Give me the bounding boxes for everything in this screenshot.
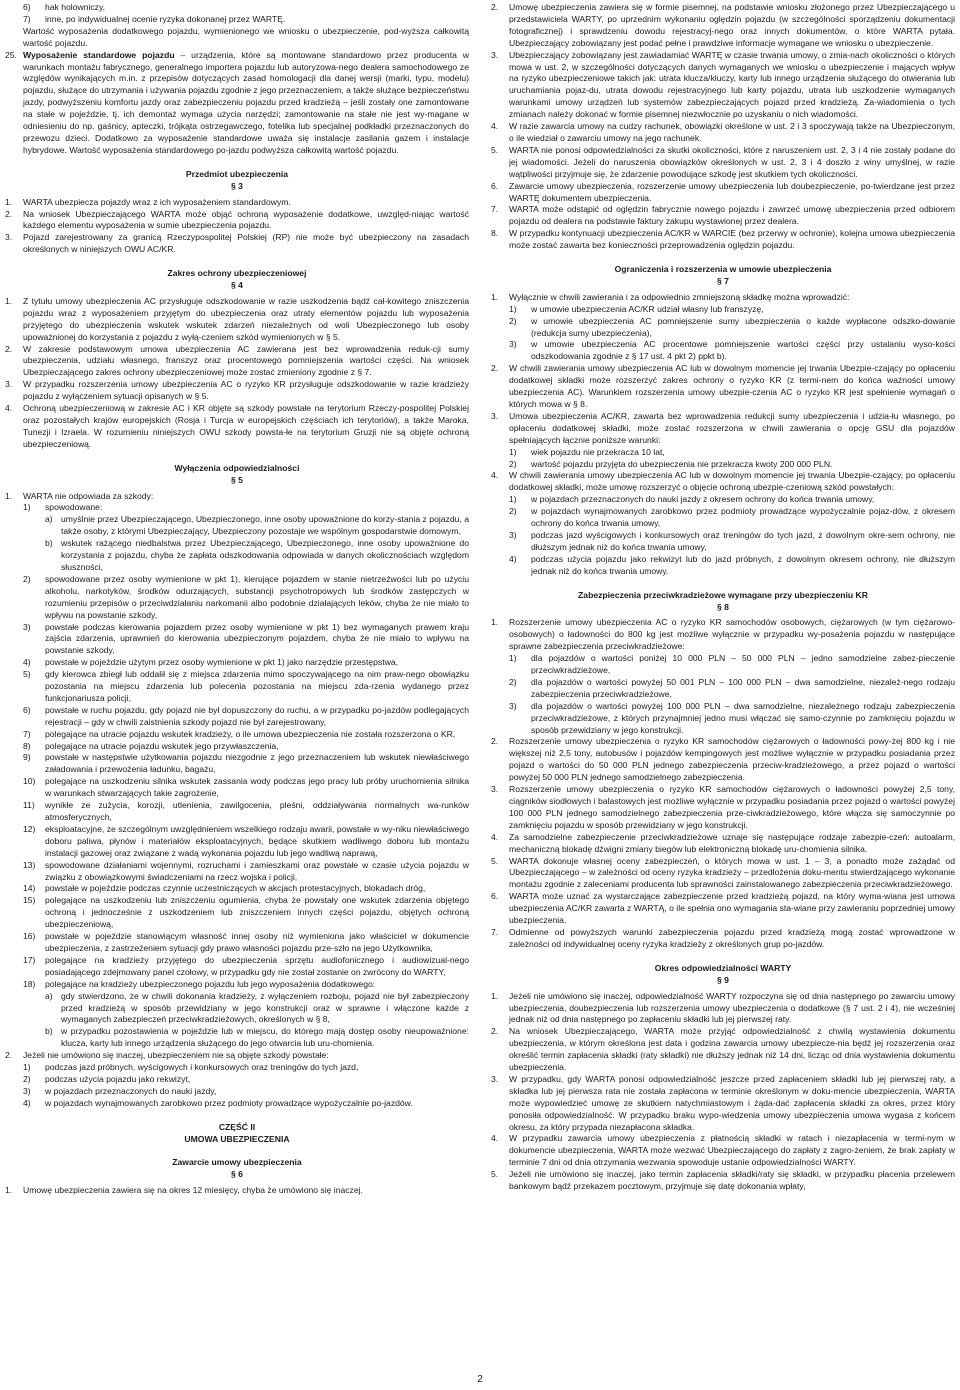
list-item: 7. WARTA może odstąpić od oględzin fabrycznie nowego pojazdu i zawrzeć umowę ubezpieczenia przed odbiorem pojazdu od dealera na podstawie faktury zakupu wystawionej przez dealera.	[491, 204, 955, 227]
list-item: 3. Rozszerzenie umowy ubezpieczenia o ryzyko KR samochodów ciężarowych o ładowności powyżej 2,5 tony, ciągników siodłowych i balastowych jest możliwe wyłącznie w przypadku posiadania przez pojazd o wartości powyżej 100 000 PLN jednego samodzielnego zabezpieczenia prze-ciwkradzieżowego, które włącza się samoczynnie po zamknięciu pojazdu w sposób przewidziany w jego konstrukcji.	[491, 784, 955, 830]
section-title: Okres odpowiedzialności WARTY	[654, 962, 792, 973]
list-item: 1. Wyłącznie w chwili zawierania i za odpowiednio zmniejszoną składkę można wprowadzić:	[491, 291, 850, 302]
list-item: 5. WARTA dokonuje własnej oceny zabezpieczeń, o których mowa w ust. 1 – 3, a ponadto może zażądać od Ubezpieczającego – w zależności od oceny ryzyka kradzieży – przedłożenia doku-mentu stwierdzającego wykonanie montażu zgodnie z zaleceniami producenta lub sprawności zainstalowanego zabezpieczenia przeciwkradzieżowego.	[491, 855, 955, 890]
list-item: 3. W przypadku rozszerzenia umowy ubezpieczenia AC o ryzyko KR przysługuje odszkodowanie w razie kradzieży pojazdu z wyłączeniem sytuacji opisanych w § 5.	[5, 379, 469, 402]
list-item: 2) dla pojazdów o wartości powyżej 50 001 PLN – 100 000 PLN – dwa samodzielne, niezależ-nego rodzaju zabezpieczenia przeciwkradzieżowe,	[509, 676, 955, 699]
list-item: 1. WARTA nie odpowiada za szkody:	[5, 490, 154, 501]
section-number: § 5	[231, 474, 243, 485]
list-item: 7. Odmienne od powyższych warunki zabezpieczenia pojazdu przed kradzieżą mogą zostać wprowadzone w zależności od indywidualnej oceny ryzyka kradzieży z określonych grup po-jazdów.	[491, 926, 955, 949]
list-item: 1) w pojazdach przeznaczonych do nauki jazdy z okresem ochrony do końca trwania umowy,	[509, 494, 875, 505]
list-item: 1) dla pojazdów o wartości poniżej 10 000 PLN – 50 000 PLN – jedno samodzielne zabez-pieczenie przeciwkradzieżowe,	[509, 653, 955, 676]
section-title: Zakres ochrony ubezpieczeniowej	[167, 268, 307, 279]
section-title: Przedmiot ubezpieczenia	[185, 168, 289, 179]
list-item: 1) w umowie ubezpieczenia AC/KR udział własny lub franszyzę,	[509, 303, 764, 314]
list-item: 2. Umowę ubezpieczenia zawiera się w formie pisemnej, na podstawie wniosku złożonego przez Ubezpieczającego u przedstawiciela WARTY, po uprzednim wykonaniu oględzin pojazdu (w szczególności sporządzeniu dokumentacji fotograficznej) i sprawdzeniu dowodu rejestracyj-nego oraz innych dokumentów, o które WARTA pytała. Ubezpieczający zobowiązany jest podać pełne i prawdziwe informacje wymagane we wniosku o ubezpieczenie.	[491, 2, 955, 48]
list-item: 2. W zakresie podstawowym umowa ubezpieczenia AC zawierana jest bez wprowadzenia reduk-cji sumy ubezpieczenia, udziału własnego, franszyz oraz procentowego pomniejszenia wartości części. Na wniosek Ubezpieczającego zakres ochrony ubezpieczeniowej może zostać zmieniony zgodnie z § 7.	[5, 343, 469, 378]
section-number: § 3	[231, 180, 243, 191]
list-item: 2) spowodowane przez osoby wymienione w pkt 1), kierujące pojazdem w stanie nietrzeźwości lub po użyciu alkoholu, narkotyków, środków odurzających, substancji psychotropowych lub środków zastępczych w rozumieniu przepisów o przeciwdziałaniu narkomanii albo podobnie działających leków, chyba że nie miało to wpływu na powstanie szkody,	[23, 573, 469, 620]
list-item: 6) powstałe w ruchu pojazdu, gdy pojazd nie był dopuszczony do ruchu, a w przypadku po-jazdów podlegających rejestracji – gdy w chwili zaistnienia szkody pojazd nie był zarejestrowany,	[23, 704, 469, 727]
list-item: 5) gdy kierowca zbiegł lub oddalił się z miejsca zdarzenia mimo spoczywającego na nim praw-nego obowiązku pozostania na miejscu zdarzenia lub polecenia pozostania na miejscu zda-rzenia wydanego przez funkcjonariusza policji,	[23, 669, 469, 703]
list-item: 1) podczas jazd próbnych, wyścigowych i konkursowych oraz treningów do tych jazd,	[23, 1062, 359, 1073]
list-item: 3) powstałe podczas kierowania pojazdem przez osoby wymienione w pkt 1) bez wymaganych prawem kraju zajścia zdarzenia, uprawnień do kierowania ubezpieczonym pojazdem, chyba że nie miało to wpływu na powstanie szkody,	[23, 621, 469, 656]
left-column	[5, 2, 469, 1197]
list-item: 4. W chwili zawierania umowy ubezpieczenia AC lub w dowolnym momencie jej trwania Ubezpie-czający, po opłaceniu dodatkowej składki, może umowę rozszerzyć o objęcie ochroną ubezpie-czeniową szkód powstałych:	[491, 470, 955, 493]
list-item: 7) inne, po indywidualnej ocenie ryzyka dokonanej przez WARTĘ.	[23, 13, 286, 24]
chapter-title: CZĘŚĆ II	[218, 1121, 256, 1132]
list-item: 15) polegające na uszkodzeniu lub zniszczeniu ogumienia, chyba że powstały one wskutek zdarzenia objętego ochroną i jednocześnie z uszkodzeniem lub zniszczeniem innych części pojazdu, objętych ochroną ubezpieczeniową,	[23, 895, 469, 930]
list-item: Wartość wyposażenia dodatkowego pojazdu, wymienionego we wniosku o ubezpieczenie, pod-wyższa całkowitą wartość pojazdu.	[23, 25, 469, 48]
section-number: § 6	[231, 1169, 243, 1180]
list-item: 5. Jeżeli nie umówiono się inaczej, jako termin zapłacenia składki/raty się składki, w przypadku płacenia przelewem bankowym bądź przekazem pocztowym, przyjmuje się datę dokonania wpłaty,	[491, 1169, 955, 1192]
list-item: 3) dla pojazdów o wartości powyżej 100 000 PLN – dwa samodzielne, niezależnego rodzaju zabezpieczenia przeciwkradzieżowe, z których przynajmniej jedno musi włączać się samo-czynnie po zamknięciu pojazdu w sposób przewidziany w jego konstrukcji.	[509, 700, 955, 735]
list-item: 1. Rozszerzenie umowy ubezpieczenia AC o ryzyko KR samochodów osobowych, ciężarowych (w tym ciężarowo-osobowych) o ładowności do 800 kg jest możliwe wyłącznie w przypadku wy-posażenia pojazdu w następujące sprawne zabezpieczenia przeciwkradzieżowe:	[491, 617, 955, 652]
list-item: 1) wiek pojazdu nie przekracza 10 lat,	[509, 446, 665, 457]
list-item: 4. W razie zawarcia umowy na cudzy rachunek, obowiązki określone w ust. 2 i 3 spoczywają także na Ubezpieczonym, o ile wiedział o zawarciu umowy na jego rachunek.	[491, 121, 955, 143]
list-item: 6. WARTA może uznać za wystarczające zabezpieczenie przed kradzieżą pojazd, na który wyma-wiana jest umowa ubezpieczenia AC/KR zawarta z WARTĄ, o ile spełnia ono wymagania sta-wiane przy zawieraniu poprzedniej umowy ubezpieczenia.	[491, 891, 955, 926]
section-number: § 9	[717, 974, 729, 985]
list-item: 6) hak holowniczy,	[23, 2, 106, 12]
list-item: 14) powstałe w pojeździe podczas czynnie uczestniczących w akcjach protestacyjnych, blokadach dróg,	[23, 883, 426, 894]
section-number: § 8	[717, 601, 729, 612]
list-item: 1. WARTA ubezpiecza pojazdy wraz z ich wyposażeniem standardowym.	[5, 196, 291, 207]
list-item: 16) powstałe w pojeździe stanowiącym własność innej osoby niż wymieniona jako właściciel w dokumencie ubezpieczenia, z zastrzeżeniem sytuacji gdy prawo własności pojazdu prze-szło na jego Użytkownika,	[23, 931, 469, 953]
list-item: 2. W chwili zawierania umowy ubezpieczenia AC lub w dowolnym momencie jej trwania Ubezpie-czający po opłaceniu dodatkowej składki może rozszerzyć zakres ochrony o ryzyko KR (z termi-nem do końca ważności umowy ubezpieczenia AC). Warunkiem rozszerzenia umowy ubezpie-czenia AC o ryzyko KR jest spełnienie wymagań o których mowa w § 8.	[491, 363, 955, 409]
list-item: 6. Zawarcie umowy ubezpieczenia, rozszerzenie umowy ubezpieczenia lub doubezpieczenie, po-twierdzane jest przez WARTĘ dokumentem ubezpieczenia.	[491, 180, 955, 203]
list-item: 4. W przypadku zawarcia umowy ubezpieczenia z płatnością składki w ratach i niezapłacenia w termi-nym w dokumencie ubezpieczenia, WARTA może wezwać Ubezpieczającego do zapłaty z zagro-żeniem, że brak zapłaty w terminie 7 dni od dnia otrzymania wezwania spowoduje ustanie odpowiedzialności WARTY.	[491, 1133, 955, 1168]
list-item: 1. Z tytułu umowy ubezpieczenia AC przysługuje odszkodowanie w razie uszkodzenia bądź cał-kowitego zniszczenia pojazdu wraz z wyposażeniem przyjętym do ubezpieczenia oraz utraty elementów pojazdu lub wyposażenia przyjętego do ubezpieczenia wskutek wskutek zdarzeń niezależnych od woli Ubezpieczonego lub osoby upoważnionej do korzystania z pojazdu z wyłą-czeniem szkód wymienionych w § 5.	[5, 295, 469, 342]
list-item: a) gdy stwierdzono, że w chwili dokonania kradzieży, z wyłączeniem rozboju, pojazd nie był zabezpieczony przed kradzieżą w sposób przewidziany w jego konstrukcji oraz w sprawne i włączone każde z wymaganych zabezpieczeń przeciwkradzieżowych, określonych w § 8,	[45, 990, 469, 1025]
section-title: Ograniczenia i rozszerzenia w umowie ubezpieczenia	[614, 264, 832, 275]
list-item: 18) polegające na kradzieży ubezpieczonego pojazdu lub jego wyposażenia dodatkowego:	[23, 978, 376, 989]
list-item: 2. Jeżeli nie umówiono się inaczej, ubezpieczeniem nie są objęte szkody powstałe:	[5, 1050, 329, 1061]
list-item: 2) podczas użycia pojazdu jako rekwizyt,	[23, 1073, 191, 1084]
list-item: 4) powstałe w pojeździe użytym przez osoby wymienione w pkt 1) jako narzędzie przestępstwa,	[23, 657, 398, 668]
list-item: 3) w pojazdach przeznaczonych do nauki jazdy,	[23, 1085, 217, 1096]
list-item: 8. W przypadku kontynuacji ubezpieczenia AC/KR w WARCIE (bez przerwy w ochronie), kolejna umowa ubezpieczenia może zostać zawarta bez konieczności przeprowadzenia oględzin pojazdu.	[491, 228, 955, 251]
list-item: 3. Ubezpieczający zobowiązany jest zawiadamiać WARTĘ w czasie trwania umowy, o zmia-nach okoliczności o których mowa w ust. 2, w szczególności dotyczących danych wymaganych we wniosku o ubezpieczenie i mających wpływ na ryzyko ubezpieczeniowe takich jak: utrata klucza/kluczy, karty lub innego urządzenia służącego do otwierania lub uruchamiania pojaz-du, utrata dowodu rejestracyjnego lub karty pojazdu, utrata lub uszkodzenie wymaganych warunkami umowy urządzeń lub systemów zabezpieczających pojazd przed kradzieżą. Za-wiadomienia o tych zmianach należy dokonać w formie pisemnej niezwłocznie po uzyskaniu o nich wiadomości.	[491, 49, 955, 120]
list-item: 8) polegające na utracie pojazdu wskutek jego przywłaszczenia,	[23, 740, 279, 751]
list-item: 7) polegające na utracie pojazdu wskutek kradzieży, o ile umowa ubezpieczenia nie została rozszerzona o KR,	[23, 728, 456, 739]
page-number: 2	[477, 1374, 483, 1385]
chapter-subtitle: UMOWA UBEZPIECZENIA	[184, 1133, 290, 1144]
list-item: 1. Umowę ubezpieczenia zawiera się na okres 12 miesięcy, chyba że umówiono się inaczej.	[5, 1185, 363, 1196]
list-item: 3) podczas jazd wyścigowych i konkursowych oraz treningów do tych jazd, z dowolnym okre-sem ochrony, nie dłuższym jednak niż do końca trwania umowy,	[509, 529, 955, 552]
list-item: a) umyślnie przez Ubezpieczającego, Ubezpieczonego, inne osoby upoważnione do korzy-stania z pojazdu, a także osoby, z którymi Ubezpieczający, Ubezpieczony pozostaje we wspólnym gospodarstwie domowym,	[45, 514, 469, 537]
list-item: 10) polegające na uszkodzeniu silnika wskutek zassania wody podczas jego pracy lub próby uruchomienia silnika w warunkach stwarzających takie zagrożenie,	[23, 776, 469, 799]
list-item: 2) w pojazdach wynajmowanych zarobkowo przez podmioty prowadzące wypożyczalnie pojaz-dów, z okresem ochrony do końca trwania umowy,	[509, 506, 955, 529]
list-item: 2) wartość pojazdu przyjęta do ubezpieczenia nie przekracza kwoty 200 000 PLN.	[509, 458, 833, 469]
definition-25: 25. Wyposażenie standardowe pojazdu – urządzenia, które są montowane standardowo przez producenta w warunkach montażu fabrycznego, generalnego importera pojazdu lub autoryzowa-nego dealera samochodowego ze względów wynikających m.in. z przepisów dotyczących zasad homologacji dla danej wersji (marki, typu, modelu) pojazdu, służące do utrzymania i używania pojazdu zgodnie z jego przeznaczeniem, a także służące bezpieczeństwu jazdy, podwyższeniu komfortu jazdy oraz zabezpieczeniu pojazdu przed kradzieżą – jeśli zostały one zamontowane na stałe w pojeździe, tj. ich demontaż wymaga użycia narzędzi; zamontowanie na stałe nie jest wy-magane w odniesieniu do np. gaśnicy, apteczki, trójkąta ostrzegawczego, fotelika lub specjalnej podkładki przeznaczonych do przewozu dzieci. Dodatkowo za wyposażenie standardowe uważa się instalacje zasilania gazem i instalacje hybrydowe. Wartość wyposażenia standardowego po-jazdu podwyższa całkowitą wartość pojazdu.	[5, 49, 469, 155]
list-item: 17) polegające na kradzieży przyjętego do ubezpieczenia sprzętu audiofonicznego i audiowizual-nego posiadającego zdejmowany panel czołowy, w przypadku gdy nie został zostanie on zwrócony do WARTY,	[23, 954, 469, 977]
list-item: 3. Umowa ubezpieczenia AC/KR, zawarta bez wprowadzenia redukcji sumy ubezpieczenia i udzia-łu własnego, po opłaceniu dodatkowej składki, może zostać rozszerzona w chwili zawierania o opcję GSU dla pojazdów spełniających łącznie poniższe warunki:	[491, 410, 955, 445]
list-item: 4) podczas użycia pojazdu jako rekwizyt lub do jazd próbnych, z dowolnym okresem ochrony, nie dłuższym jednak niż do końca trwania umowy.	[509, 553, 955, 576]
list-item: 3) w umowie ubezpieczenia AC procentowe pomniejszenie wartości części przy ustalaniu wyso-kości odszkodowania zgodnie z § 17 ust. 4 pkt 2) ppkt b).	[509, 339, 955, 362]
list-item: 9) powstałe w następstwie użytkowania pojazdu niezgodnie z jego przeznaczeniem lub wskutek niewłaściwego załadowania i przewożenia ładunku, bagażu,	[23, 752, 469, 775]
section-number: § 7	[717, 275, 729, 286]
list-item: 2) w umowie ubezpieczenia AC pomniejszenie sumy ubezpieczenia o każde wypłacone odszko-dowanie (redukcja sumy ubezpieczenia),	[509, 315, 955, 338]
list-item: 2. Na wniosek Ubezpieczającego WARTA może objąć ochroną wyposażenie dodatkowe, uwzględ-niając wartość każdego elementu wyposażenia w sumie ubezpieczenia pojazdu.	[5, 208, 469, 231]
right-column	[491, 2, 955, 1193]
section-title: Zawarcie umowy ubezpieczenia	[172, 1157, 302, 1168]
list-item: 4) w pojazdach wynajmowanych zarobkowo przez podmioty prowadzące wypożyczalnie po-jazdów.	[23, 1097, 413, 1108]
section-title: Zabezpieczenia przeciwkradzieżowe wymagane przy ubezpieczeniu KR	[578, 589, 868, 600]
section-number: § 4	[231, 280, 243, 291]
list-item: b) w przypadku pozostawienia w pojeździe lub w miejscu, do którego mają dostęp osoby nieupoważnione: klucza, karty lub innego urządzenia służącego do jego otwarcia lub uru-chomienia.	[45, 1026, 469, 1049]
list-item: 1. Jeżeli nie umówiono się inaczej, odpowiedzialność WARTY rozpoczyna się od dnia następnego po zawarciu umowy ubezpieczenia, doubezpieczenia lub rozszerzenia umowy ubezpieczenia o dodatkowe (§ 7 ust. 2 i 4), nie wcześniej jednak niż od dnia następnego po zapłaceniu składki lub jej pierwszej raty.	[491, 990, 955, 1025]
list-item: 2. Na wniosek Ubezpieczającego, WARTA może przyjąć odpowiedzialność z chwilą wystawienia dokumentu ubezpieczenia, w którym określona jest data i godzina zawarcia umowy ubezpiecze-nia będź jej rozszerzenia oraz określić termin zapłacenia składki (raty składki) nie dłuższy jednak niż 14 dni, licząc od dnia wystawienia dokumentu ubezpieczenia.	[491, 1026, 955, 1073]
list-item: 4. Za samodzielne zabezpieczenie przeciwkradzieżowe uznaje się następujące rodzaje zabezpie-czeń: autoalarm, mechaniczną blokadę dźwigni zmiany biegów lub elektroniczną blokadę uru-chomienia silnika.	[491, 831, 955, 854]
list-item: 5. WARTA nie ponosi odpowiedzialności za skutki okoliczności, które z naruszeniem ust. 2, 3 i 4 nie zostały podane do jej wiadomości. Jeżeli do naruszenia obowiązków określonych w ust. 2, 3 i 4 doszło z winy umyślnej, w razie wątpliwości przyjmuje się, że zdarzenie powodujące szkodę jest skutkiem tych okoliczności.	[491, 144, 955, 179]
list-item: 2. Rozszerzenie umowy ubezpieczenia o ryzyko KR samochodów ciężarowych o ładowności powy-żej 800 kg i nie większej niż 2,5 tony, autobusów i pojazdów kempingowych jest możliwe wyłącznie w przypadku posiadania przez pojazd o wartości do 50 000 PLN jednego zabezpieczenia przeciw-kradzieżowego, a przez pojazd o wartości powyżej 50 000 PLN jednego samodzielnego zabezpieczenia.	[491, 736, 955, 783]
list-item: 12) eksploatacyjne, ze szczególnym uwzględnieniem wszelkiego rodzaju awarii, powstałe w wy-niku niewłaściwego doboru paliwa, płynów i materiałów eksploatacyjnych, będące skutkiem wadliwego doboru lub montażu instalacji gazowej oraz związane z wadą wykonania pojazdu lub jego wadliwą naprawą,	[23, 823, 469, 858]
list-item: b) wskutek rażącego niedbalstwa przez Ubezpieczającego, Ubezpieczonego, inne osoby upoważnione do korzystania z pojazdu, chyba że zapłata odszkodowania odpowiada w danych okolicznościach względom słuszności,	[45, 538, 469, 572]
list-item: 11) wynikłe ze zużycia, korozji, utlenienia, zawilgocenia, pleśni, oddziaływania normalnych wa-runków atmosferycznych,	[23, 800, 469, 822]
list-item: 13) spowodowane działaniami wojennymi, rozruchami i zamieszkami oraz powstałe w czasie użycia pojazdu w związku z obowiązkowymi świadczeniami na rzecz wojska i policji,	[23, 859, 469, 882]
list-item: 1) spowodowane:	[23, 502, 103, 513]
section-title: Wyłączenia odpowiedzialności	[174, 462, 300, 473]
list-item: 3. Pojazd zarejestrowany za granicą Rzeczypospolitej Polskiej (RP) nie może być ubezpieczony na zasadach określonych w niniejszych OWU AC/KR.	[5, 232, 469, 255]
list-item: 3. W przypadku, gdy WARTA ponosi odpowiedzialność jeszcze przed zapłaceniem składki lub jej pierwszej raty, a składka lub jej pierwsza rata nie została zapłacona w terminie określonym w doku-mencie ubezpieczenia, WARTA może wypowiedzieć umowę ze skutkiem natychmiastowym i żąda-dać zapłacenia składki za okres, przez który ponosiła odpowiedzialność. W przypadku braku wypo-wiedzenia umowy ubezpieczenia umowa wygasa z końcem okresu, za który przypada niezapłacona składka.	[491, 1073, 955, 1132]
list-item: 4. Ochroną ubezpieczeniową w zakresie AC i KR objęte są szkody powstałe na terytorium Rzeczy-pospolitej Polskiej oraz pozostałych krajów europejskich (Rosja i Turcja w europejskich częściach ich terytoriów), a także Maroka, Tunezji i Izraela. W rozumieniu niniejszych OWU szkody powsta-łe na terytorium Gruzji nie są objęte ochroną ubezpieczeniową.	[5, 403, 469, 449]
